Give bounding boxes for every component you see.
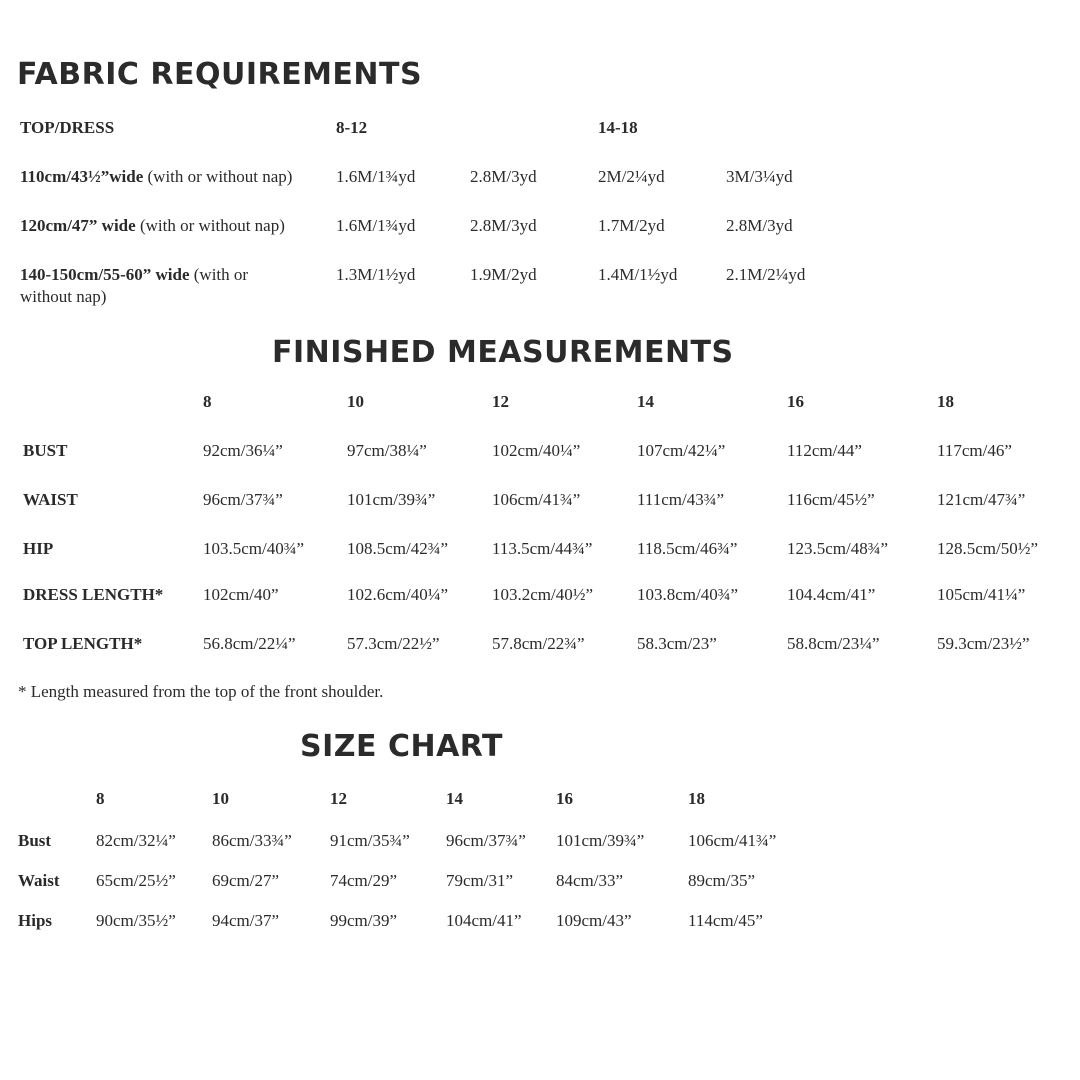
finished-row-label: DRESS LENGTH*	[23, 585, 164, 604]
size-chart-value: 86cm/33¾”	[212, 831, 292, 850]
fabric-value: 1.7M/2yd	[598, 216, 665, 235]
finished-value: 101cm/39¾”	[347, 490, 436, 509]
finished-value: 123.5cm/48¾”	[787, 539, 889, 558]
size-chart-row-label: Waist	[18, 871, 60, 890]
size-chart-value: 109cm/43”	[556, 911, 632, 930]
fabric-width-label: 120cm/47” wide	[20, 216, 136, 235]
finished-value: 58.3cm/23”	[637, 634, 717, 653]
size-chart-value: 91cm/35¾”	[330, 831, 410, 850]
finished-value: 102cm/40¼”	[492, 441, 581, 460]
finished-size-header: 14	[637, 392, 654, 411]
fabric-header-group-8-12: 8-12	[336, 118, 368, 137]
finished-value: 102cm/40”	[203, 585, 279, 604]
size-chart-size-header: 16	[556, 789, 573, 808]
fabric-value: 2.1M/2¼yd	[726, 265, 806, 284]
finished-value: 108.5cm/42¾”	[347, 539, 449, 558]
finished-value: 113.5cm/44¾”	[492, 539, 593, 558]
fabric-value: 3M/3¼yd	[726, 167, 793, 186]
size-chart-size-header: 18	[688, 789, 705, 808]
size-chart-size-header: 8	[96, 789, 105, 808]
finished-size-header: 16	[787, 392, 804, 411]
size-chart-row-label: Hips	[18, 911, 53, 930]
finished-size-header: 18	[937, 392, 954, 411]
fabric-row-label	[20, 166, 320, 188]
finished-size-header: 10	[347, 392, 364, 411]
fabric-value: 1.3M/1½yd	[336, 265, 416, 284]
size-chart-value: 69cm/27”	[212, 871, 280, 890]
size-chart-size-header: 14	[446, 789, 463, 808]
size-chart-value: 114cm/45”	[688, 911, 763, 930]
size-chart-value: 82cm/32¼”	[96, 831, 176, 850]
finished-value: 103.2cm/40½”	[492, 585, 594, 604]
finished-value: 58.8cm/23¼”	[787, 634, 880, 653]
fabric-value: 1.6M/1¾yd	[336, 167, 416, 186]
size-chart-value: 104cm/41”	[446, 911, 522, 930]
fabric-nap-label: (with or without nap)	[135, 216, 285, 235]
length-footnote: * Length measured from the top of the front shoulder.	[18, 682, 384, 701]
size-chart-heading: SIZE CHART	[300, 729, 504, 764]
size-chart-value: 84cm/33”	[556, 871, 624, 890]
finished-value: 118.5cm/46¾”	[637, 539, 738, 558]
finished-row-label: HIP	[23, 539, 54, 558]
finished-size-header: 12	[492, 392, 509, 411]
fabric-header-group-14-18: 14-18	[598, 118, 638, 137]
finished-value: 112cm/44”	[787, 441, 862, 460]
finished-value: 57.3cm/22½”	[347, 634, 440, 653]
size-chart-size-header: 12	[330, 789, 347, 808]
finished-value: 57.8cm/22¾”	[492, 634, 585, 653]
finished-value: 121cm/47¾”	[937, 490, 1026, 509]
size-chart-row-label: Bust	[18, 831, 52, 850]
size-chart-value: 99cm/39”	[330, 911, 398, 930]
finished-row-label: TOP LENGTH*	[23, 634, 143, 653]
finished-row-label: BUST	[23, 441, 68, 460]
finished-size-header: 8	[203, 392, 212, 411]
size-chart-value: 65cm/25½”	[96, 871, 176, 890]
finished-value: 97cm/38¼”	[347, 441, 427, 460]
finished-value: 103.8cm/40¾”	[637, 585, 739, 604]
finished-value: 102.6cm/40¼”	[347, 585, 449, 604]
finished-value: 117cm/46”	[937, 441, 1012, 460]
finished-value: 105cm/41¼”	[937, 585, 1026, 604]
fabric-width-label: 140-150cm/55-60” wide	[20, 265, 190, 284]
finished-value: 116cm/45½”	[787, 490, 875, 509]
finished-value: 106cm/41¾”	[492, 490, 581, 509]
size-chart-value: 96cm/37¾”	[446, 831, 526, 850]
finished-value: 103.5cm/40¾”	[203, 539, 305, 558]
size-chart-size-header: 10	[212, 789, 229, 808]
fabric-nap-label: (with or without nap)	[20, 265, 249, 306]
finished-value: 59.3cm/23½”	[937, 634, 1030, 653]
fabric-nap-label: (with or without nap)	[143, 167, 293, 186]
fabric-value: 2.8M/3yd	[726, 216, 793, 235]
fabric-value: 2.8M/3yd	[470, 216, 537, 235]
size-chart-value: 74cm/29”	[330, 871, 398, 890]
finished-value: 111cm/43¾”	[637, 490, 725, 509]
size-chart-value: 94cm/37”	[212, 911, 280, 930]
finished-value: 104.4cm/41”	[787, 585, 876, 604]
fabric-value: 1.6M/1¾yd	[336, 216, 416, 235]
fabric-row-label	[20, 215, 320, 237]
finished-value: 107cm/42¼”	[637, 441, 726, 460]
size-chart-value: 90cm/35½”	[96, 911, 176, 930]
fabric-requirements-heading: FABRIC REQUIREMENTS	[17, 57, 423, 92]
finished-value: 128.5cm/50½”	[937, 539, 1039, 558]
size-chart-value: 101cm/39¾”	[556, 831, 645, 850]
size-chart-value: 79cm/31”	[446, 871, 514, 890]
finished-row-label: WAIST	[23, 490, 78, 509]
finished-value: 96cm/37¾”	[203, 490, 283, 509]
finished-measurements-heading: FINISHED MEASUREMENTS	[272, 335, 734, 370]
finished-value: 56.8cm/22¼”	[203, 634, 296, 653]
size-chart-value: 89cm/35”	[688, 871, 756, 890]
fabric-value: 1.4M/1½yd	[598, 265, 678, 284]
size-chart-value: 106cm/41¾”	[688, 831, 777, 850]
fabric-header-label: TOP/DRESS	[20, 118, 115, 137]
fabric-width-label: 110cm/43½”wide	[20, 167, 144, 186]
fabric-value: 1.9M/2yd	[470, 265, 537, 284]
fabric-value: 2M/2¼yd	[598, 167, 665, 186]
fabric-value: 2.8M/3yd	[470, 167, 537, 186]
finished-value: 92cm/36¼”	[203, 441, 283, 460]
fabric-row-label	[20, 264, 290, 308]
